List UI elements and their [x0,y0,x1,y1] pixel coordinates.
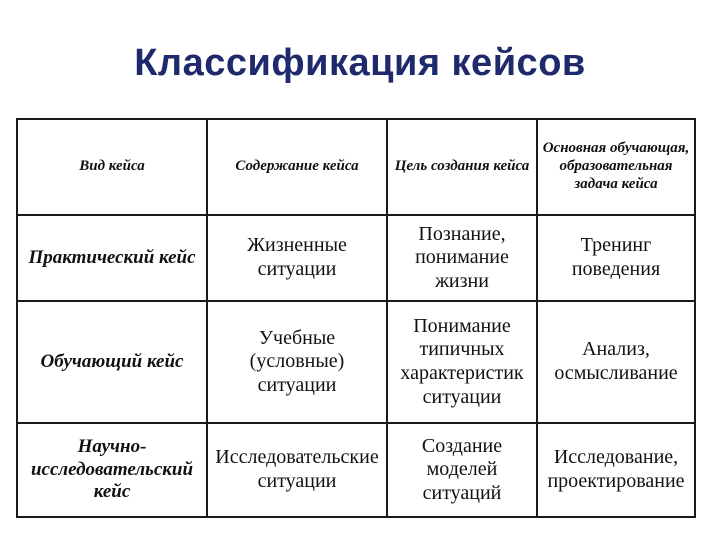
row-case-type: Практический кейс [17,215,207,301]
header-case-goal: Цель создания кейса [387,119,537,215]
row-case-task: Тренинг поведения [537,215,695,301]
table-row [17,301,695,423]
row-case-type: Научно-исследовательский кейс [17,423,207,517]
slide-title: Классификация кейсов [134,42,586,84]
row-case-goal: Создание моделей ситуаций [387,423,537,517]
table-row [17,423,695,517]
row-case-goal: Понимание типичных характеристик ситуации [387,301,537,423]
row-case-content: Исследовательские ситуации [207,423,387,517]
row-case-content: Учебные (условные) ситуации [207,301,387,423]
row-case-content: Жизненные ситуации [207,215,387,301]
row-case-task: Анализ, осмысливание [537,301,695,423]
cases-classification-table [16,118,696,518]
row-case-goal: Познание, понимание жизни [387,215,537,301]
header-case-type: Вид кейса [17,119,207,215]
header-case-task: Основная обучающая, образовательная задача кейса [537,119,695,215]
table-header-row [17,119,695,215]
row-case-task: Исследование, проектирование [537,423,695,517]
table-row [17,215,695,301]
row-case-type: Обучающий кейс [17,301,207,423]
header-case-content: Содержание кейса [207,119,387,215]
